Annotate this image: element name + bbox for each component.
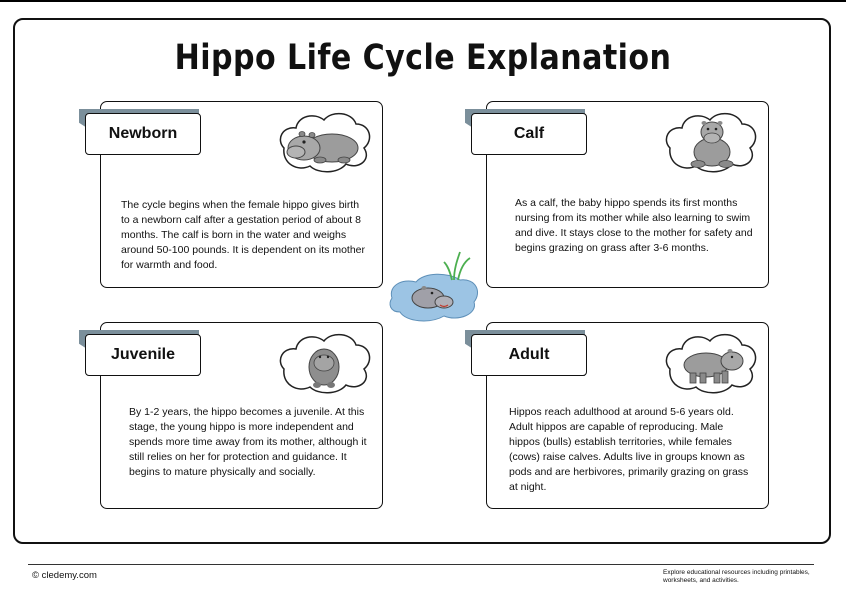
stage-card-calf	[486, 101, 769, 288]
stage-text-juvenile: By 1-2 years, the hippo becomes a juvenile. At this stage, the young hippo is more independent and spends more time away from its mother, although it still relies on her for protection and guidance. It begins to mature physically and socially.	[129, 406, 367, 478]
newborn-hippo-lying-icon	[274, 108, 374, 174]
stage-label-newborn: Newborn	[85, 113, 201, 155]
stage-card-juvenile	[100, 322, 383, 509]
footer-rule	[28, 564, 814, 565]
footer-copyright: © cledemy.com	[32, 570, 97, 581]
hippo-in-water-icon	[388, 250, 482, 328]
footer-tagline: Explore educational resources including printables, worksheets, and activities.	[663, 569, 810, 584]
stage-label-juvenile: Juvenile	[85, 334, 201, 376]
stage-text-adult: Hippos reach adulthood at around 5-6 years old. Adult hippos are capable of reproducing. Male hippos (bulls) establish territories, while females (cows) raise calves. Adults live in groups known as pods and are herbivores, primarily grazing on grass at night.	[509, 406, 749, 493]
stage-card-adult	[486, 322, 769, 509]
adult-hippo-standing-icon	[660, 329, 760, 395]
calf-hippo-sitting-icon	[660, 108, 760, 174]
juvenile-hippo-front-icon	[274, 329, 374, 395]
stage-label-calf: Calf	[471, 113, 587, 155]
stage-text-newborn: The cycle begins when the female hippo gives birth to a newborn calf after a gestation period of about 8 months. The calf is born in the water and weighs around 50-100 pounds. It is dependent on its mother for warmth and food.	[121, 199, 366, 271]
top-rule	[0, 0, 846, 2]
stage-text-calf: As a calf, the baby hippo spends its first months nursing from its mother while also learning to swim and dive. It stays close to the mother for safety and begins grazing on grass after 3-6 months.	[515, 197, 753, 254]
stage-label-adult: Adult	[471, 334, 587, 376]
stage-card-newborn	[100, 101, 383, 288]
page-title: Hippo Life Cycle Explanation	[174, 38, 672, 78]
